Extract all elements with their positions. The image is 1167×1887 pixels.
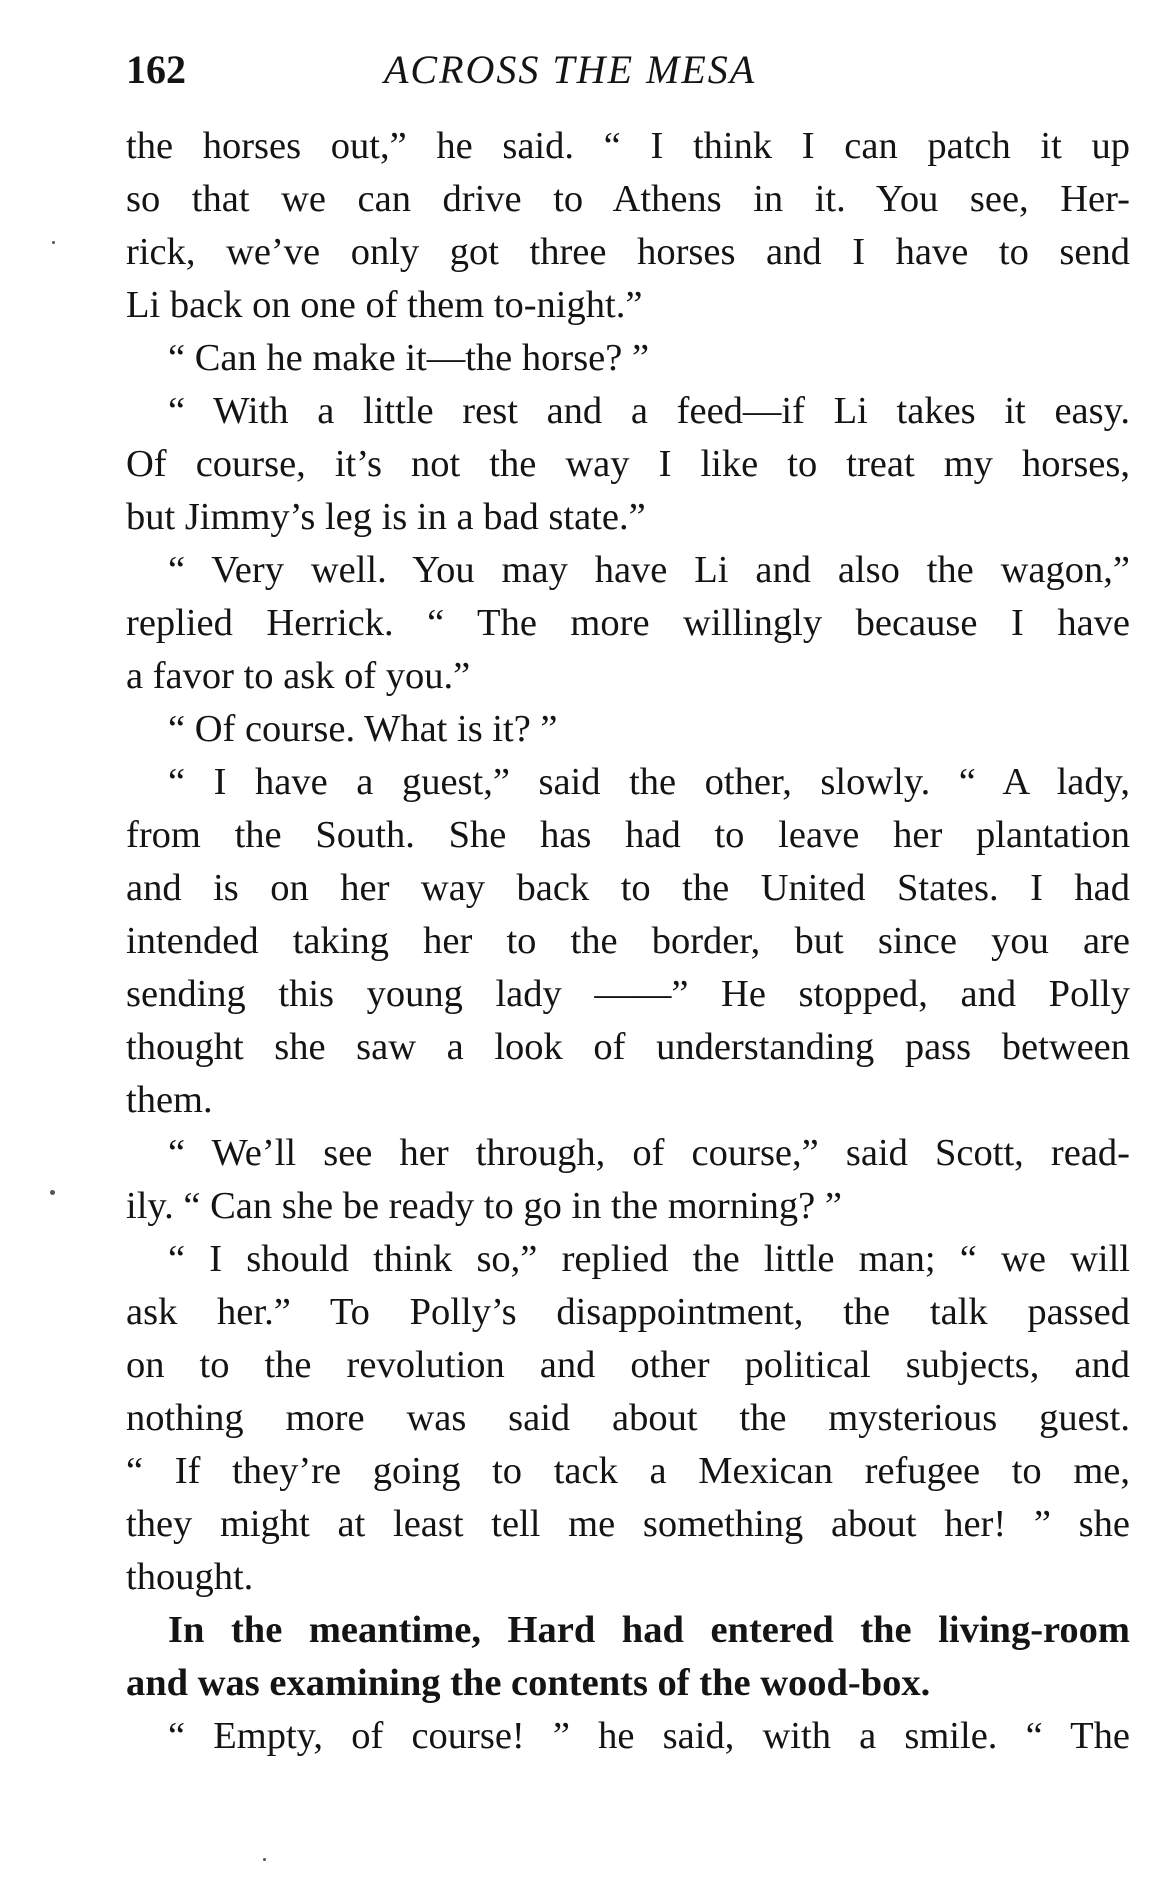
text-line: from the South. She has had to leave her plantation <box>126 814 1130 856</box>
text-line: and is on her way back to the United States. I had <box>126 867 1130 909</box>
text-line: “ I have a guest,” said the other, slowly. “ A lady, <box>168 761 1130 803</box>
text-line: thought. <box>126 1556 254 1598</box>
text-line: nothing more was said about the mysterious guest. <box>126 1397 1130 1439</box>
text-line: “ If they’re going to tack a Mexican refugee to me, <box>126 1450 1130 1492</box>
text-line: thought she saw a look of understanding pass between <box>126 1026 1130 1068</box>
text-line: “ We’ll see her through, of course,” said Scott, read- <box>168 1132 1130 1174</box>
print-speck <box>263 1858 266 1861</box>
text-line: ily. “ Can she be ready to go in the morning? ” <box>126 1185 842 1227</box>
running-head <box>126 46 1130 102</box>
text-line: a favor to ask of you.” <box>126 655 471 697</box>
text-line: them. <box>126 1079 213 1121</box>
text-line: “ Very well. You may have Li and also the wagon,” <box>168 549 1130 591</box>
text-line: Of course, it’s not the way I like to treat my horses, <box>126 443 1130 485</box>
text-line: sending this young lady ——” He stopped, and Polly <box>126 973 1130 1015</box>
text-line: and was examining the contents of the wood-box. <box>126 1662 931 1704</box>
text-line: Li back on one of them to-night.” <box>126 284 643 326</box>
text-line: “ Of course. What is it? ” <box>168 708 558 750</box>
text-line: “ Can he make it—the horse? ” <box>168 337 650 379</box>
text-line: ask her.” To Polly’s disappointment, the talk passed <box>126 1291 1130 1333</box>
page-number: 162 <box>126 47 186 92</box>
print-speck <box>52 241 55 244</box>
text-line: replied Herrick. “ The more willingly because I have <box>126 602 1130 644</box>
text-line: on to the revolution and other political subjects, and <box>126 1344 1130 1386</box>
body-text <box>126 120 1130 1763</box>
text-line: “ Empty, of course! ” he said, with a smile. “ The <box>168 1715 1130 1757</box>
text-line: rick, we’ve only got three horses and I have to send <box>126 231 1130 273</box>
text-line: In the meantime, Hard had entered the living-room <box>168 1609 1130 1651</box>
text-line: intended taking her to the border, but since you are <box>126 920 1130 962</box>
text-line: but Jimmy’s leg is in a bad state.” <box>126 496 646 538</box>
text-line: so that we can drive to Athens in it. You see, Her- <box>126 178 1130 220</box>
text-line: “ I should think so,” replied the little man; “ we will <box>168 1238 1130 1280</box>
text-line: “ With a little rest and a feed—if Li takes it easy. <box>168 390 1130 432</box>
text-line: the horses out,” he said. “ I think I can patch it up <box>126 125 1130 167</box>
text-line: they might at least tell me something about her! ” she <box>126 1503 1130 1545</box>
print-speck <box>50 1190 55 1195</box>
running-title: ACROSS THE MESA <box>384 47 757 92</box>
